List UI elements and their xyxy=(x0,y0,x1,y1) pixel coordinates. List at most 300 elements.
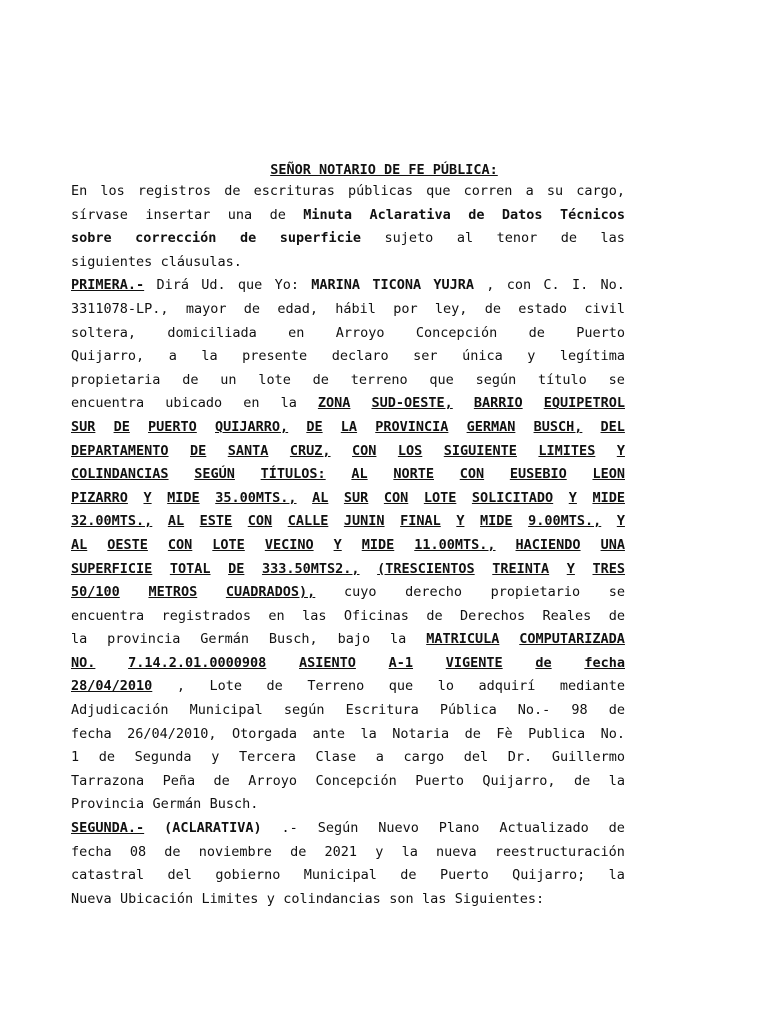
text-line xyxy=(71,227,625,251)
word: Quijarro; xyxy=(512,867,586,884)
word: Municipal xyxy=(189,702,263,719)
word: título xyxy=(538,371,587,388)
word: JUNIN xyxy=(343,513,385,530)
word: Dr. xyxy=(507,749,533,766)
word: Busch, xyxy=(268,631,318,648)
word: VECINO xyxy=(264,536,314,553)
word: TRES xyxy=(592,560,625,577)
text-line xyxy=(71,746,625,770)
word: ley, xyxy=(434,300,468,317)
word: colindancias xyxy=(283,890,381,907)
word: de xyxy=(164,843,181,860)
text-line xyxy=(71,770,625,794)
word: Y xyxy=(456,513,465,530)
word: propietaria xyxy=(71,371,161,388)
word: Derechos xyxy=(460,607,526,624)
word: se xyxy=(608,371,625,388)
word: los xyxy=(100,183,125,199)
text-line xyxy=(71,841,625,865)
word: Germán xyxy=(200,631,250,648)
word: QUIJARRO, xyxy=(215,418,289,435)
word: adquirí xyxy=(478,678,536,695)
word: públicas xyxy=(347,183,414,199)
text-line xyxy=(71,652,625,676)
text-line xyxy=(71,510,625,534)
word: hábil xyxy=(335,300,376,317)
word: la xyxy=(401,843,418,860)
word: corren xyxy=(463,183,513,199)
word: TICONA xyxy=(372,277,422,294)
text-line xyxy=(71,440,625,464)
text-line xyxy=(71,392,625,416)
word: CON xyxy=(352,442,377,459)
word: SEGUNDA.- xyxy=(71,820,145,837)
word: son xyxy=(389,890,414,907)
word: encuentra xyxy=(71,607,145,624)
word: CALLE xyxy=(287,513,329,530)
word: de xyxy=(239,230,257,247)
word: por xyxy=(393,300,418,317)
word: Segunda xyxy=(134,749,192,766)
word: domiciliada xyxy=(167,324,257,341)
word: bajo xyxy=(337,631,371,648)
word: de xyxy=(560,230,578,247)
word: AL xyxy=(312,489,329,506)
word: VIGENTE xyxy=(445,654,503,671)
word: METROS xyxy=(148,584,198,601)
word: 7.14.2.01.0000908 xyxy=(128,654,267,671)
word: propietario xyxy=(490,584,581,601)
word: Ubicación xyxy=(120,890,194,907)
word: CON xyxy=(167,536,193,553)
word: 28/04/2010 xyxy=(71,678,153,695)
word: corrección xyxy=(135,230,217,247)
word: Tarrazona xyxy=(71,772,145,789)
word: Técnicos xyxy=(559,206,625,223)
word: CRUZ, xyxy=(289,442,331,459)
word: Y xyxy=(143,489,152,506)
word: de xyxy=(608,820,625,837)
word: de xyxy=(243,300,261,317)
word: que xyxy=(429,371,454,388)
text-line xyxy=(71,180,625,204)
word: PROVINCIA xyxy=(375,418,449,435)
word: nueva xyxy=(436,843,477,860)
word: escrituras xyxy=(253,183,335,199)
word: 32.00MTS., xyxy=(71,513,153,530)
word: EUSEBIO xyxy=(509,466,567,483)
word: I. xyxy=(571,277,589,294)
word: las xyxy=(421,890,447,907)
word: 11.00MTS., xyxy=(414,536,496,553)
word: HACIENDO xyxy=(515,536,581,553)
word: Yo: xyxy=(274,277,299,294)
word: la xyxy=(360,725,377,742)
word: con xyxy=(506,277,532,294)
word: LEON xyxy=(592,466,625,483)
word: MIDE xyxy=(167,489,200,506)
word: SEGÚN xyxy=(194,466,235,483)
word: UNA xyxy=(600,536,625,553)
word: de xyxy=(312,371,329,388)
word: SIGUIENTE xyxy=(443,442,517,459)
word: DEL xyxy=(600,418,625,435)
word: NO. xyxy=(71,654,96,671)
word: BUSCH, xyxy=(533,418,583,435)
word: Quijarro, xyxy=(482,772,556,789)
word: Otorgada xyxy=(232,725,298,742)
word: de xyxy=(182,371,199,388)
word: de xyxy=(528,324,545,341)
word: TOTAL xyxy=(169,560,211,577)
word: MARINA xyxy=(311,277,361,294)
word: Dirá xyxy=(156,277,189,294)
word: MATRICULA xyxy=(426,631,500,648)
word: Actualizado xyxy=(499,820,589,837)
text-line xyxy=(71,369,625,393)
word: MIDE xyxy=(480,513,513,530)
word: OESTE xyxy=(107,536,148,553)
word: y xyxy=(266,890,275,907)
word: DE xyxy=(113,418,130,435)
word: Nueva xyxy=(71,890,112,907)
word: siguientes xyxy=(71,253,153,270)
word: mayor xyxy=(185,300,227,317)
word: YUJRA xyxy=(433,277,475,294)
word: LA xyxy=(340,418,358,435)
word: 08 xyxy=(129,843,147,860)
word: lote xyxy=(258,371,291,388)
word: las xyxy=(302,607,327,624)
word: CON xyxy=(247,513,273,530)
word: sírvase xyxy=(71,206,128,223)
word: Arroyo xyxy=(248,772,298,789)
word: encuentra xyxy=(71,395,145,412)
word: presente xyxy=(242,348,308,365)
text-line xyxy=(71,251,625,275)
word: su xyxy=(546,183,564,199)
document-title: SEÑOR NOTARIO DE FE PÚBLICA: xyxy=(270,162,498,178)
text-line xyxy=(71,605,625,629)
word: estado xyxy=(518,300,568,317)
word: edad, xyxy=(277,300,318,317)
word: PRIMERA.- xyxy=(71,277,145,294)
word: Reales xyxy=(542,607,592,624)
word: Limites xyxy=(201,890,259,907)
word: Municipal xyxy=(303,867,377,884)
text-line xyxy=(71,723,625,747)
word: y xyxy=(375,843,384,860)
word: Puerto xyxy=(576,324,625,341)
word: de xyxy=(608,702,625,719)
word: soltera, xyxy=(71,324,137,341)
word: 50/100 xyxy=(71,584,120,601)
word: Lote xyxy=(209,678,242,695)
word: derecho xyxy=(405,584,463,601)
word: (ACLARATIVA) xyxy=(164,820,262,837)
word: Peña xyxy=(162,772,196,789)
word: SUR xyxy=(71,418,96,435)
word: de xyxy=(290,843,307,860)
word: de xyxy=(224,183,241,199)
word: a xyxy=(168,348,177,365)
word: una xyxy=(227,206,253,223)
word: cargo xyxy=(403,749,445,766)
word: de xyxy=(269,206,286,223)
text-line xyxy=(71,628,625,652)
text-line xyxy=(71,793,625,817)
word: que xyxy=(426,183,451,199)
word: Notaria xyxy=(392,725,450,742)
word: Nuevo xyxy=(378,820,419,837)
word: se xyxy=(608,584,625,601)
word: Oficinas xyxy=(343,607,409,624)
word: civil xyxy=(584,300,625,317)
word: LIMITES xyxy=(538,442,596,459)
text-line xyxy=(71,416,625,440)
word: la xyxy=(280,395,297,412)
word: LOTE xyxy=(423,489,457,506)
text-line xyxy=(71,817,625,841)
word: cláusulas. xyxy=(160,253,242,270)
word: de xyxy=(608,607,625,624)
word: fecha xyxy=(71,843,112,860)
word: FINAL xyxy=(400,513,441,530)
word: Y xyxy=(616,513,625,530)
word: (TRESCIENTOS xyxy=(377,560,475,577)
word: superficie xyxy=(279,230,362,247)
word: mediante xyxy=(559,678,625,695)
word: Terreno xyxy=(307,678,365,695)
word: Y xyxy=(568,489,577,506)
word: BARRIO xyxy=(473,395,523,412)
word: legítima xyxy=(559,348,625,365)
word: Siguientes: xyxy=(454,890,545,907)
word: Clase xyxy=(315,749,357,766)
word: COMPUTARIZADA xyxy=(519,631,625,648)
word: AL xyxy=(351,466,368,483)
word: la xyxy=(71,631,88,648)
word: Plano xyxy=(438,820,480,837)
word: Y xyxy=(616,442,625,459)
word: a xyxy=(525,183,534,199)
word: ASIENTO xyxy=(299,654,356,671)
word: ZONA xyxy=(317,395,351,412)
word: ubicado xyxy=(165,395,223,412)
word: del xyxy=(463,749,489,766)
word: Concepción xyxy=(315,772,397,789)
word: DE xyxy=(228,560,245,577)
word: las xyxy=(600,230,625,247)
word: DE xyxy=(190,442,207,459)
word: A-1 xyxy=(388,654,414,671)
word: Puerto xyxy=(415,772,464,789)
word: terreno xyxy=(350,371,408,388)
word: Escritura xyxy=(345,702,419,719)
word: y xyxy=(527,348,536,365)
word: PIZARRO xyxy=(71,489,128,506)
word: de xyxy=(464,725,481,742)
word: Según xyxy=(317,820,359,837)
word: de xyxy=(426,607,443,624)
word: SUR xyxy=(343,489,369,506)
word: de xyxy=(213,772,230,789)
word: , xyxy=(486,277,495,294)
word: insertar xyxy=(145,206,211,223)
word: CON xyxy=(459,466,485,483)
text-line xyxy=(71,487,625,511)
text-line xyxy=(71,581,625,605)
word: en xyxy=(268,607,285,624)
word: reestructuración xyxy=(494,843,625,860)
word: cuyo xyxy=(343,584,377,601)
word: que xyxy=(388,678,414,695)
word: de xyxy=(574,772,591,789)
word: 333.50MTS2., xyxy=(261,560,360,577)
word: Guillermo xyxy=(551,749,625,766)
text-line xyxy=(71,675,625,699)
word: Concepción xyxy=(415,324,498,341)
word: NORTE xyxy=(393,466,434,483)
word: Adjudicación xyxy=(71,702,169,719)
text-line xyxy=(71,864,625,888)
word: la xyxy=(390,631,407,648)
word: Busch. xyxy=(209,796,259,813)
word: 35.00MTS., xyxy=(215,489,297,506)
word: de xyxy=(484,300,501,317)
text-line xyxy=(71,463,625,487)
word: del xyxy=(167,867,192,884)
word: MIDE xyxy=(361,536,395,553)
word: LOS xyxy=(397,442,423,459)
word: cargo, xyxy=(576,183,625,199)
text-line xyxy=(71,204,625,228)
word: Datos xyxy=(501,206,543,223)
word: provincia xyxy=(107,631,181,648)
word: ser xyxy=(413,348,438,365)
word: Fè xyxy=(496,725,513,742)
word: 9.00MTS., xyxy=(528,513,602,530)
text-line xyxy=(71,274,625,298)
word: y xyxy=(211,749,220,766)
word: 3311078-LP., xyxy=(71,300,169,317)
word: en xyxy=(288,324,305,341)
word: ESTE xyxy=(199,513,233,530)
word: 1 xyxy=(71,749,80,766)
word: a xyxy=(375,749,384,766)
word: .- xyxy=(281,820,298,837)
word: declaro xyxy=(331,348,389,365)
word: registros xyxy=(137,183,212,199)
word: LOTE xyxy=(212,536,245,553)
word: TREINTA xyxy=(492,560,550,577)
word: sobre xyxy=(71,230,112,247)
word: al xyxy=(456,230,474,247)
word: TÍTULOS: xyxy=(260,466,326,483)
word: Minuta xyxy=(303,206,353,223)
word: , xyxy=(176,678,185,695)
word: 26/04/2010, xyxy=(127,725,217,742)
word: tenor xyxy=(496,230,538,247)
word: en xyxy=(243,395,260,412)
word: fecha xyxy=(584,654,625,671)
word: según xyxy=(283,702,325,719)
word: MIDE xyxy=(592,489,625,506)
word: sujeto xyxy=(384,230,434,247)
word: SUPERFICIE xyxy=(71,560,153,577)
word: única xyxy=(462,348,503,365)
word: fecha xyxy=(71,725,112,742)
word: SOLICITADO xyxy=(471,489,554,506)
word: DE xyxy=(306,418,323,435)
word: Publica xyxy=(528,725,586,742)
word: CON xyxy=(383,489,409,506)
word: 2021 xyxy=(324,843,358,860)
text-line xyxy=(71,558,625,582)
text-line xyxy=(71,699,625,723)
word: Ud. xyxy=(201,277,226,294)
word: AL xyxy=(71,536,88,553)
word: registrados xyxy=(161,607,251,624)
word: C. xyxy=(543,277,560,294)
word: Provincia xyxy=(71,796,145,813)
word: lo xyxy=(437,678,454,695)
text-line xyxy=(71,322,625,346)
word: de xyxy=(468,206,485,223)
word: CUADRADOS), xyxy=(225,584,316,601)
word: según xyxy=(475,371,517,388)
word: Arroyo xyxy=(335,324,385,341)
text-line xyxy=(71,534,625,558)
word: Y xyxy=(333,536,342,553)
document-body xyxy=(71,180,625,911)
word: la xyxy=(608,867,625,884)
word: 98 xyxy=(571,702,588,719)
word: un xyxy=(220,371,237,388)
word: SANTA xyxy=(227,442,269,459)
word: de xyxy=(400,867,417,884)
word: EQUIPETROL xyxy=(543,395,625,412)
word: Pública xyxy=(439,702,497,719)
word: la xyxy=(608,772,625,789)
word: COLINDANCIAS xyxy=(71,466,169,483)
word: Aclarativa xyxy=(369,206,451,223)
word: GERMAN xyxy=(466,418,516,435)
word: catastral xyxy=(71,867,145,884)
word: de xyxy=(98,749,116,766)
word: AL xyxy=(167,513,185,530)
word: ante xyxy=(312,725,346,742)
word: No. xyxy=(600,277,625,294)
word: Germán xyxy=(152,796,202,813)
word: DEPARTAMENTO xyxy=(71,442,169,459)
text-line xyxy=(71,298,625,322)
word: En xyxy=(71,183,88,199)
word: la xyxy=(201,348,218,365)
word: Tercera xyxy=(238,749,296,766)
text-line xyxy=(71,888,625,912)
word: gobierno xyxy=(215,867,281,884)
word: noviembre xyxy=(198,843,272,860)
word: Y xyxy=(566,560,575,577)
word: No.- xyxy=(517,702,551,719)
text-line xyxy=(71,345,625,369)
word: que xyxy=(237,277,263,294)
word: de xyxy=(266,678,283,695)
word: PUERTO xyxy=(148,418,197,435)
word: SUD-OESTE, xyxy=(371,395,453,412)
word: de xyxy=(535,654,552,671)
